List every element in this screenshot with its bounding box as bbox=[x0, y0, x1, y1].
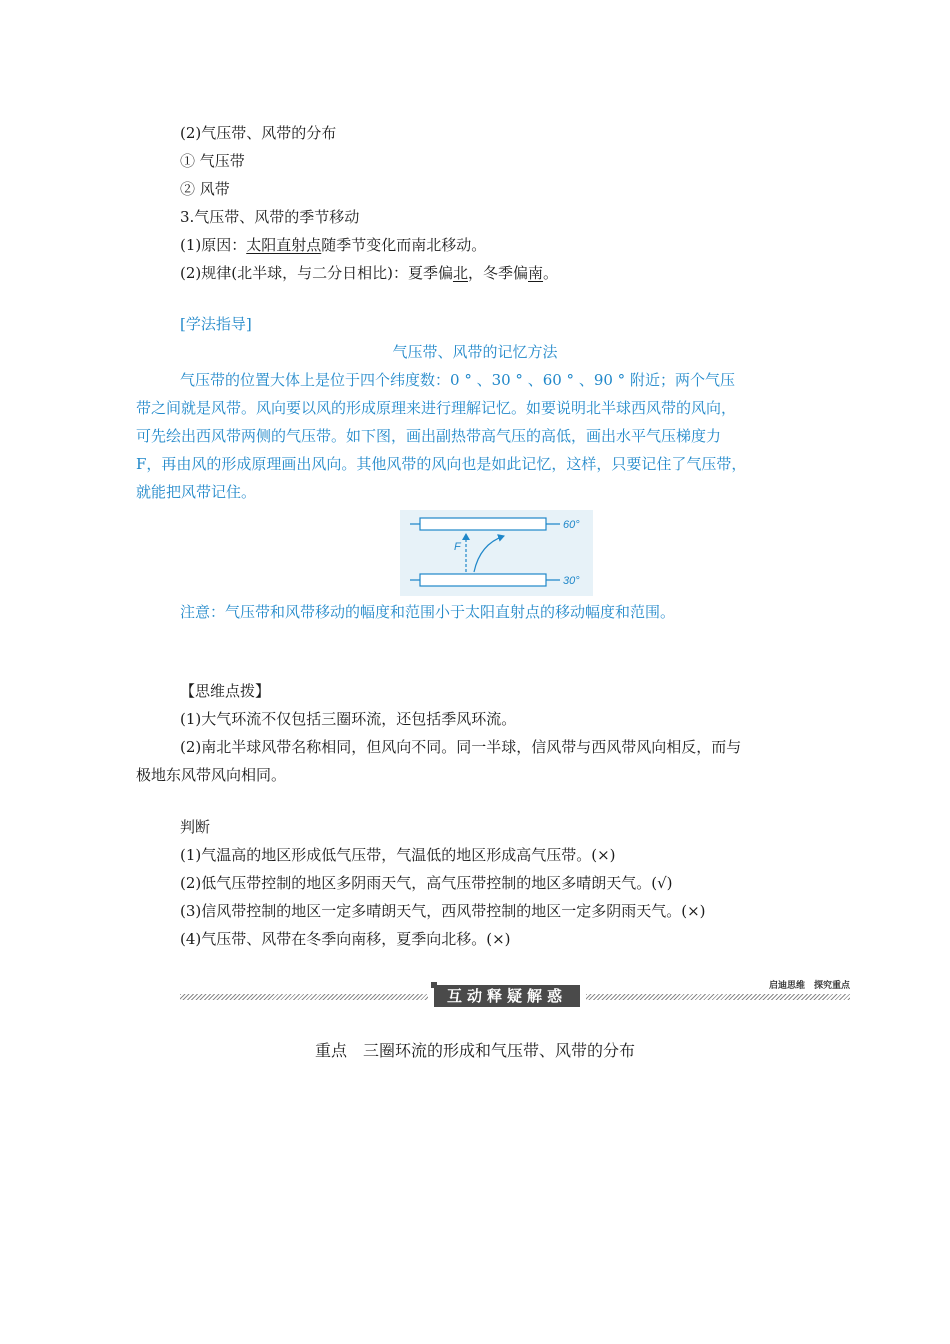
cause-line bbox=[180, 234, 486, 256]
thinking-point: (1)大气环流不仅包括三圈环流，还包括季风环流。 bbox=[180, 710, 517, 728]
judge-item: (1)气温高的地区形成低气压带，气温低的地区形成高气压带。(×) bbox=[180, 846, 616, 864]
pressure-gradient-diagram bbox=[400, 510, 593, 596]
study-guide-tag: [学法指导] bbox=[180, 315, 252, 333]
rule-end: 。 bbox=[543, 264, 559, 282]
banner-subtitle: 启迪思维 探究重点 bbox=[768, 981, 850, 991]
rule-north: 北 bbox=[452, 264, 468, 282]
latitude-label-60: 60° bbox=[563, 519, 580, 531]
banner-title: 互动释疑解惑 bbox=[434, 985, 580, 1007]
study-guide-line: 就能把风带记住。 bbox=[136, 483, 257, 501]
judge-item: (2)低气压带控制的地区多阴雨天气，高气压带控制的地区多晴朗天气。(√) bbox=[180, 874, 673, 892]
cause-term: 太阳直射点 bbox=[246, 236, 322, 254]
judge-item: (4)气压带、风带在冬季向南移，夏季向北移。(×) bbox=[180, 930, 511, 948]
rule-line bbox=[180, 262, 558, 284]
force-label: F bbox=[454, 541, 461, 553]
rule-mid: ，冬季偏 bbox=[467, 264, 528, 282]
key-point-heading: 重点 三圈环流的形成和气压带、风带的分布 bbox=[314, 1041, 635, 1060]
thinking-title: 【思维点拨】 bbox=[180, 682, 271, 700]
list-item-pressure-belt: ① 气压带 bbox=[180, 152, 245, 170]
note-line: 注意：气压带和风带移动的幅度和范围小于太阳直射点的移动幅度和范围。 bbox=[180, 603, 676, 621]
study-guide-line: 可先绘出西风带两侧的气压带。如下图，画出副热带高气压的高低，画出水平气压梯度力 bbox=[136, 427, 722, 445]
thinking-point: 极地东风带风向相同。 bbox=[136, 766, 287, 784]
study-guide-title: 气压带、风带的记忆方法 bbox=[392, 343, 558, 361]
thinking-point: (2)南北半球风带名称相同，但风向不同。同一半球，信风带与西风带风向相反，而与 bbox=[180, 738, 742, 756]
section-heading-seasonal-shift: 3.气压带、风带的季节移动 bbox=[180, 208, 360, 226]
pressure-belt-30 bbox=[420, 574, 546, 586]
list-item-wind-belt: ② 风带 bbox=[180, 180, 230, 198]
study-guide-line: 气压带的位置大体上是位于四个纬度数：0 ° 、30 ° 、60 ° 、90 ° 附近；两个气压 bbox=[180, 371, 735, 389]
rule-south: 南 bbox=[528, 264, 544, 282]
section-banner bbox=[180, 981, 850, 1007]
study-guide-line: F，再由风的形成原理画出风向。其他风带的风向也是如此记忆，这样，只要记住了气压带， bbox=[136, 455, 747, 473]
judge-title: 判断 bbox=[180, 818, 211, 836]
rule-prefix: (2)规律(北半球，与二分日相比)：夏季偏 bbox=[180, 264, 453, 282]
cause-prefix: (1)原因： bbox=[180, 236, 247, 254]
cause-suffix: 随季节变化而南北移动。 bbox=[321, 236, 487, 254]
study-guide-line: 带之间就是风带。风向要以风的形成原理来进行理解记忆。如要说明北半球西风带的风向， bbox=[136, 399, 737, 417]
pressure-belt-60 bbox=[420, 518, 546, 530]
section-heading-distribution: (2)气压带、风带的分布 bbox=[180, 124, 337, 142]
banner-hatch-left bbox=[180, 994, 428, 1000]
judge-item: (3)信风带控制的地区一定多晴朗天气，西风带控制的地区一定多阴雨天气。(×) bbox=[180, 902, 706, 920]
wind-direction-arrow bbox=[474, 536, 504, 572]
banner-hatch-right bbox=[586, 994, 850, 1000]
latitude-label-30: 30° bbox=[563, 575, 580, 587]
